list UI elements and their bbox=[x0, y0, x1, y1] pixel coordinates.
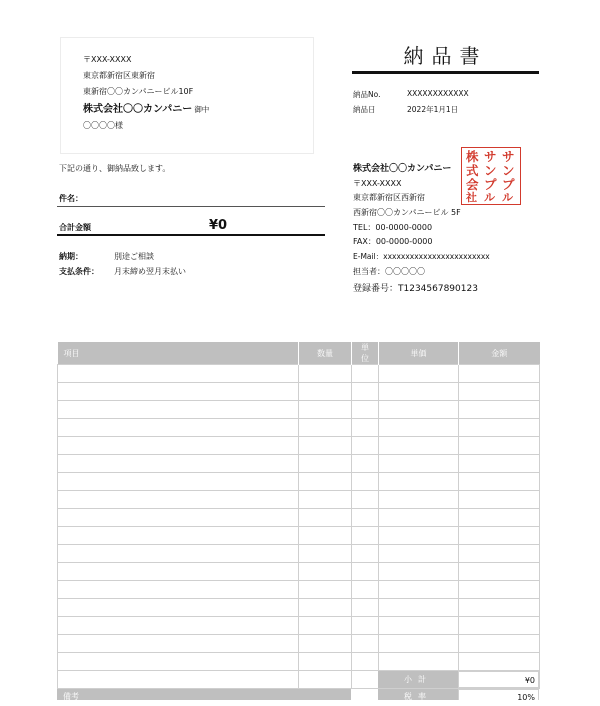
table-cell[interactable] bbox=[58, 545, 299, 563]
table-row bbox=[58, 599, 540, 617]
table-cell[interactable] bbox=[352, 599, 379, 617]
subtotal-label: 小計 bbox=[378, 671, 458, 688]
subject-label: 件名： bbox=[59, 194, 83, 203]
table-cell[interactable] bbox=[459, 581, 540, 599]
table-cell[interactable] bbox=[459, 455, 540, 473]
table-header-row bbox=[58, 342, 540, 365]
issuer-email: E-Mail：xxxxxxxxxxxxxxxxxxxxxxxx bbox=[353, 252, 490, 261]
total-label: 合計金額 bbox=[59, 223, 91, 232]
table-cell[interactable] bbox=[58, 365, 299, 383]
table-row bbox=[58, 383, 540, 401]
table-row bbox=[58, 455, 540, 473]
table-cell[interactable] bbox=[299, 419, 352, 437]
issuer-registration: 登録番号：T1234567890123 bbox=[353, 284, 478, 294]
table-cell[interactable] bbox=[58, 527, 299, 545]
table-cell[interactable] bbox=[352, 401, 379, 419]
table-cell[interactable] bbox=[58, 599, 299, 617]
table-cell[interactable] bbox=[379, 401, 459, 419]
table-row bbox=[58, 635, 540, 653]
table-row bbox=[58, 509, 540, 527]
issuer-address2: 西新宿〇〇カンパニービル 5F bbox=[353, 208, 461, 217]
table-cell[interactable] bbox=[459, 365, 540, 383]
delivery-date-label: 納品日 bbox=[353, 105, 376, 114]
table-cell[interactable] bbox=[299, 473, 352, 491]
company-seal: 株 式 会 社 サ ン プ ル サ ン プ ル bbox=[461, 147, 521, 205]
table-cell[interactable] bbox=[379, 365, 459, 383]
document-title: 納品書 bbox=[403, 44, 488, 68]
table-cell[interactable] bbox=[459, 509, 540, 527]
table-cell[interactable] bbox=[379, 527, 459, 545]
items-table bbox=[57, 342, 540, 689]
payment-label: 支払条件： bbox=[59, 267, 99, 276]
table-cell[interactable] bbox=[58, 491, 299, 509]
table-cell[interactable] bbox=[58, 437, 299, 455]
issuer-tel: TEL：00-0000-0000 bbox=[353, 223, 433, 232]
table-cell[interactable] bbox=[58, 671, 299, 689]
table-cell[interactable] bbox=[379, 617, 459, 635]
table-cell[interactable] bbox=[459, 437, 540, 455]
table-cell[interactable] bbox=[459, 545, 540, 563]
recipient-box bbox=[60, 37, 314, 154]
issuer-person: 担当者：〇〇〇〇〇 bbox=[353, 267, 425, 276]
issuer-fax: FAX：00-0000-0000 bbox=[353, 237, 433, 246]
table-row bbox=[58, 401, 540, 419]
table-cell[interactable] bbox=[299, 563, 352, 581]
table-cell[interactable] bbox=[379, 473, 459, 491]
table-cell[interactable] bbox=[379, 599, 459, 617]
table-row bbox=[58, 437, 540, 455]
table-cell[interactable] bbox=[379, 653, 459, 671]
table-cell[interactable] bbox=[299, 455, 352, 473]
issuer-company: 株式会社〇〇カンパニー bbox=[353, 164, 452, 174]
table-cell[interactable] bbox=[352, 491, 379, 509]
issuer-postal: 〒XXX-XXXX bbox=[353, 179, 402, 188]
table-cell[interactable] bbox=[352, 581, 379, 599]
table-cell[interactable] bbox=[379, 383, 459, 401]
table-cell[interactable] bbox=[58, 473, 299, 491]
subtotal-value: ¥0 bbox=[458, 671, 539, 688]
table-row bbox=[58, 365, 540, 383]
table-cell[interactable] bbox=[379, 563, 459, 581]
table-cell[interactable] bbox=[58, 419, 299, 437]
issuer-address1: 東京都新宿区西新宿 bbox=[353, 193, 425, 202]
table-row bbox=[58, 653, 540, 671]
table-cell[interactable] bbox=[459, 527, 540, 545]
table-cell[interactable] bbox=[58, 617, 299, 635]
table-cell[interactable] bbox=[299, 509, 352, 527]
table-row bbox=[58, 491, 540, 509]
table-cell[interactable] bbox=[352, 545, 379, 563]
table-cell[interactable] bbox=[352, 671, 379, 689]
table-cell[interactable] bbox=[352, 563, 379, 581]
table-cell[interactable] bbox=[58, 581, 299, 599]
table-cell[interactable] bbox=[352, 437, 379, 455]
header-unit-price: 単価 bbox=[379, 342, 459, 365]
table-cell[interactable] bbox=[58, 563, 299, 581]
payment-value: 月末締め翌月末払い bbox=[114, 267, 186, 276]
table-cell[interactable] bbox=[379, 545, 459, 563]
table-cell[interactable] bbox=[459, 383, 540, 401]
table-row bbox=[58, 545, 540, 563]
tax-label: 税率 bbox=[378, 689, 458, 700]
total-value: ¥0 bbox=[209, 218, 228, 233]
table-cell[interactable] bbox=[58, 635, 299, 653]
delivery-date-value: 2022年1月1日 bbox=[407, 105, 459, 114]
recipient-company: 株式会社〇〇カンパニー bbox=[83, 104, 193, 115]
table-cell[interactable] bbox=[58, 653, 299, 671]
table-cell[interactable] bbox=[352, 509, 379, 527]
table-cell[interactable] bbox=[352, 473, 379, 491]
recipient-person: 〇〇〇〇様 bbox=[83, 121, 123, 130]
table-cell[interactable] bbox=[299, 491, 352, 509]
table-cell[interactable] bbox=[459, 401, 540, 419]
table-cell[interactable] bbox=[352, 527, 379, 545]
table-cell[interactable] bbox=[379, 437, 459, 455]
table-row bbox=[58, 581, 540, 599]
delivery-no-label: 納品No. bbox=[353, 90, 381, 99]
table-cell[interactable] bbox=[299, 527, 352, 545]
table-cell[interactable] bbox=[459, 473, 540, 491]
table-cell[interactable] bbox=[352, 365, 379, 383]
table-cell[interactable] bbox=[379, 455, 459, 473]
header-item: 項目 bbox=[58, 342, 299, 365]
table-cell[interactable] bbox=[299, 599, 352, 617]
table-row bbox=[58, 419, 540, 437]
delivery-term-label: 納期： bbox=[59, 252, 83, 261]
table-cell[interactable] bbox=[379, 581, 459, 599]
table-cell[interactable] bbox=[379, 419, 459, 437]
tax-value: 10% bbox=[458, 689, 539, 700]
table-cell[interactable] bbox=[58, 383, 299, 401]
table-cell[interactable] bbox=[459, 419, 540, 437]
table-cell[interactable] bbox=[299, 635, 352, 653]
delivery-no-value: XXXXXXXXXXXX bbox=[407, 89, 469, 98]
table-cell[interactable] bbox=[459, 653, 540, 671]
header-quantity: 数量 bbox=[299, 342, 352, 365]
table-cell[interactable] bbox=[299, 545, 352, 563]
table-cell[interactable] bbox=[459, 491, 540, 509]
table-cell[interactable] bbox=[58, 455, 299, 473]
table-cell[interactable] bbox=[379, 509, 459, 527]
table-cell[interactable] bbox=[299, 617, 352, 635]
table-cell[interactable] bbox=[459, 617, 540, 635]
table-cell[interactable] bbox=[299, 401, 352, 419]
table-cell[interactable] bbox=[58, 401, 299, 419]
table-cell[interactable] bbox=[352, 419, 379, 437]
recipient-postal: 〒XXX-XXXX bbox=[83, 55, 132, 64]
title-underline bbox=[352, 71, 539, 74]
table-cell[interactable] bbox=[299, 653, 352, 671]
table-cell[interactable] bbox=[352, 455, 379, 473]
table-cell[interactable] bbox=[352, 653, 379, 671]
subject-rule bbox=[57, 206, 325, 207]
delivery-term-value: 別途ご相談 bbox=[114, 252, 154, 261]
table-row bbox=[58, 617, 540, 635]
table-cell[interactable] bbox=[299, 671, 352, 689]
table-cell[interactable] bbox=[299, 581, 352, 599]
recipient-company-line bbox=[83, 100, 209, 115]
table-cell[interactable] bbox=[352, 617, 379, 635]
table-cell[interactable] bbox=[379, 635, 459, 653]
table-cell[interactable] bbox=[352, 383, 379, 401]
table-cell[interactable] bbox=[299, 437, 352, 455]
header-amount: 金額 bbox=[459, 342, 540, 365]
header-unit: 単位 bbox=[352, 342, 379, 365]
table-cell[interactable] bbox=[379, 491, 459, 509]
recipient-honorific: 御中 bbox=[194, 105, 210, 114]
table-cell[interactable] bbox=[459, 599, 540, 617]
table-cell[interactable] bbox=[459, 563, 540, 581]
recipient-address1: 東京都新宿区東新宿 bbox=[83, 71, 155, 80]
table-cell[interactable] bbox=[299, 383, 352, 401]
table-row bbox=[58, 473, 540, 491]
recipient-address2: 東新宿〇〇カンパニービル10F bbox=[83, 87, 194, 96]
table-cell[interactable] bbox=[459, 635, 540, 653]
table-cell[interactable] bbox=[299, 365, 352, 383]
remarks-label: 備考 bbox=[57, 689, 351, 700]
table-cell[interactable] bbox=[58, 509, 299, 527]
intro-text: 下記の通り、御納品致します。 bbox=[59, 164, 171, 173]
table-row bbox=[58, 563, 540, 581]
total-rule bbox=[57, 234, 325, 236]
table-cell[interactable] bbox=[352, 635, 379, 653]
table-row bbox=[58, 527, 540, 545]
